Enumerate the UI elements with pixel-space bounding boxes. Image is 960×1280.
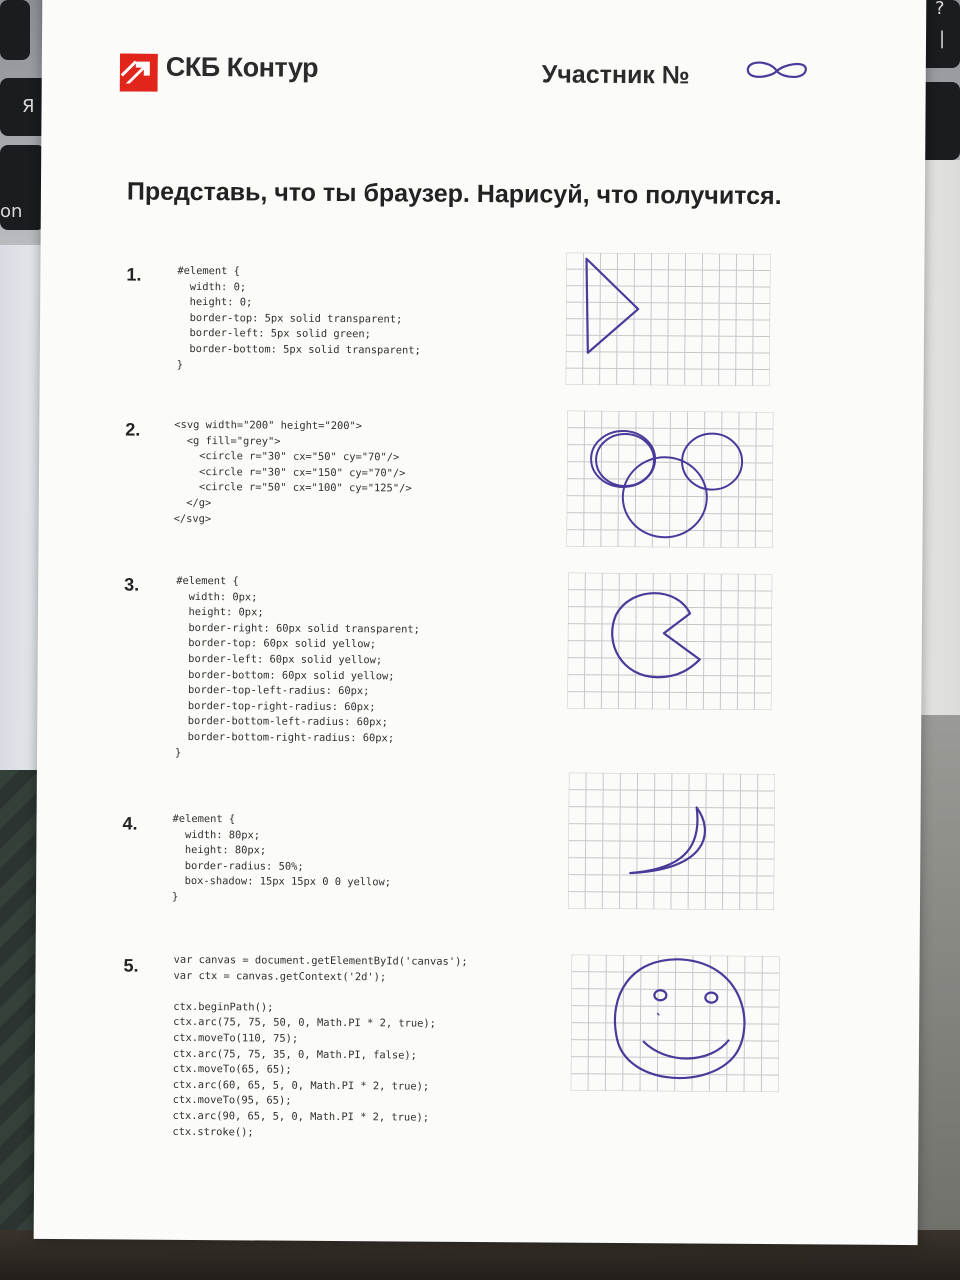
key-label: |	[939, 28, 946, 49]
infinity-handwritten-icon	[742, 54, 812, 88]
code-line: ctx.arc(75, 75, 50, 0, Math.PI * 2, true);	[173, 1016, 436, 1031]
code-line: height: 0px;	[175, 606, 264, 619]
code-line: #element {	[176, 574, 239, 588]
code-line: width: 0;	[177, 280, 247, 293]
code-line: border-bottom-left-radius: 60px;	[175, 715, 388, 729]
code-block	[172, 953, 467, 1142]
code-line: #element {	[172, 812, 236, 826]
question-number: 3.	[124, 574, 140, 595]
kontur-logo-icon	[120, 53, 158, 91]
code-line: ctx.stroke();	[172, 1125, 254, 1138]
code-line: ctx.arc(60, 65, 5, 0, Math.PI * 2, true);	[172, 1078, 430, 1093]
triangle-drawing-icon	[586, 259, 639, 353]
page-heading: Представь, что ты браузер. Нарисуй, что получится.	[126, 177, 782, 211]
crescent-moon-drawing-icon	[630, 807, 705, 874]
code-line: }	[176, 358, 184, 371]
grid-line	[566, 385, 770, 386]
three-circles-drawing-icon	[591, 431, 743, 538]
code-line: ctx.moveTo(110, 75);	[173, 1031, 299, 1045]
code-line: ctx.moveTo(65, 65);	[172, 1063, 292, 1076]
code-line: <circle r="50" cx="100" cy="125"/>	[173, 481, 412, 495]
code-line: <svg width="200" height="200">	[174, 418, 363, 433]
code-line: <circle r="30" cx="50" cy="70"/>	[174, 450, 400, 464]
grid-line	[567, 253, 771, 254]
grid-line	[568, 624, 772, 625]
answer-grid	[566, 411, 773, 548]
code-line: border-top: 60px solid yellow;	[175, 637, 377, 651]
code-line: border-top-right-radius: 60px;	[175, 699, 376, 714]
grid-line	[566, 368, 770, 369]
question-number: 1.	[126, 264, 142, 285]
code-line: border-left: 60px solid yellow;	[175, 652, 383, 667]
code-line: <g fill="grey">	[174, 434, 281, 448]
code-line: ctx.beginPath();	[173, 1000, 274, 1014]
grid-line	[568, 590, 772, 591]
code-line: }	[171, 890, 179, 903]
code-line: width: 0px;	[176, 590, 258, 604]
grid-line	[566, 286, 770, 287]
answer-grid	[567, 573, 772, 710]
answer-grid	[571, 955, 780, 1092]
code-block	[172, 812, 392, 907]
code-line: </svg>	[173, 512, 212, 525]
code-line: var ctx = canvas.getContext('2d');	[173, 969, 387, 983]
code-line: border-radius: 50%;	[172, 859, 304, 873]
question-number: 2.	[125, 419, 141, 440]
code-line: border-bottom: 60px solid yellow;	[175, 668, 395, 682]
code-line: ctx.arc(75, 75, 35, 0, Math.PI, false);	[172, 1047, 417, 1062]
code-line: width: 80px;	[172, 828, 261, 842]
grid-line	[566, 302, 770, 303]
code-line: ctx.moveTo(95, 65);	[172, 1094, 292, 1108]
code-line: border-bottom-right-radius: 60px;	[175, 730, 395, 745]
code-line: border-right: 60px solid transparent;	[175, 621, 420, 636]
code-line: box-shadow: 15px 15px 0 0 yellow;	[172, 875, 392, 889]
grid-line	[566, 335, 770, 336]
code-line: height: 80px;	[172, 844, 267, 857]
paper-content	[34, 0, 927, 1245]
code-line: border-left: 5px solid green;	[176, 327, 371, 341]
answer-grid	[568, 773, 775, 910]
grid-line	[567, 692, 771, 693]
grid-line	[568, 607, 772, 608]
code-line: border-top-left-radius: 60px;	[175, 684, 370, 698]
grid-line	[567, 709, 771, 710]
grid-line	[568, 658, 772, 659]
grid-line	[566, 352, 770, 353]
question-number: 4.	[122, 813, 138, 834]
answer-grid	[566, 253, 771, 386]
grid-line	[568, 573, 772, 574]
smiley-face-drawing-icon	[615, 959, 745, 1079]
code-block	[177, 264, 422, 375]
code-line: </g>	[173, 496, 212, 510]
code-line: border-top: 5px solid transparent;	[177, 311, 403, 326]
code-line: }	[174, 746, 182, 759]
quiz-paper-sheet	[34, 0, 927, 1245]
key-label: Я	[22, 96, 35, 117]
keyboard-key	[0, 0, 30, 60]
code-block	[175, 574, 420, 763]
keyboard-key-option	[0, 145, 45, 230]
code-line: border-bottom: 5px solid transparent;	[176, 342, 421, 357]
key-label: ?	[935, 0, 945, 19]
code-line: ctx.arc(90, 65, 5, 0, Math.PI * 2, true);	[172, 1109, 430, 1124]
code-line: <circle r="30" cx="150" cy="70"/>	[173, 465, 406, 480]
grid-line	[566, 319, 770, 320]
participant-label: Участник №	[541, 60, 690, 90]
code-block	[174, 418, 412, 529]
code-line: height: 0;	[177, 296, 253, 309]
brand-name: СКБ Контур	[165, 51, 319, 83]
key-label: on	[0, 201, 23, 222]
question-number: 5.	[123, 955, 139, 976]
code-line: #element {	[177, 264, 241, 278]
grid-line	[568, 641, 772, 642]
code-line: var canvas = document.getElementById('canvas');	[173, 953, 468, 968]
